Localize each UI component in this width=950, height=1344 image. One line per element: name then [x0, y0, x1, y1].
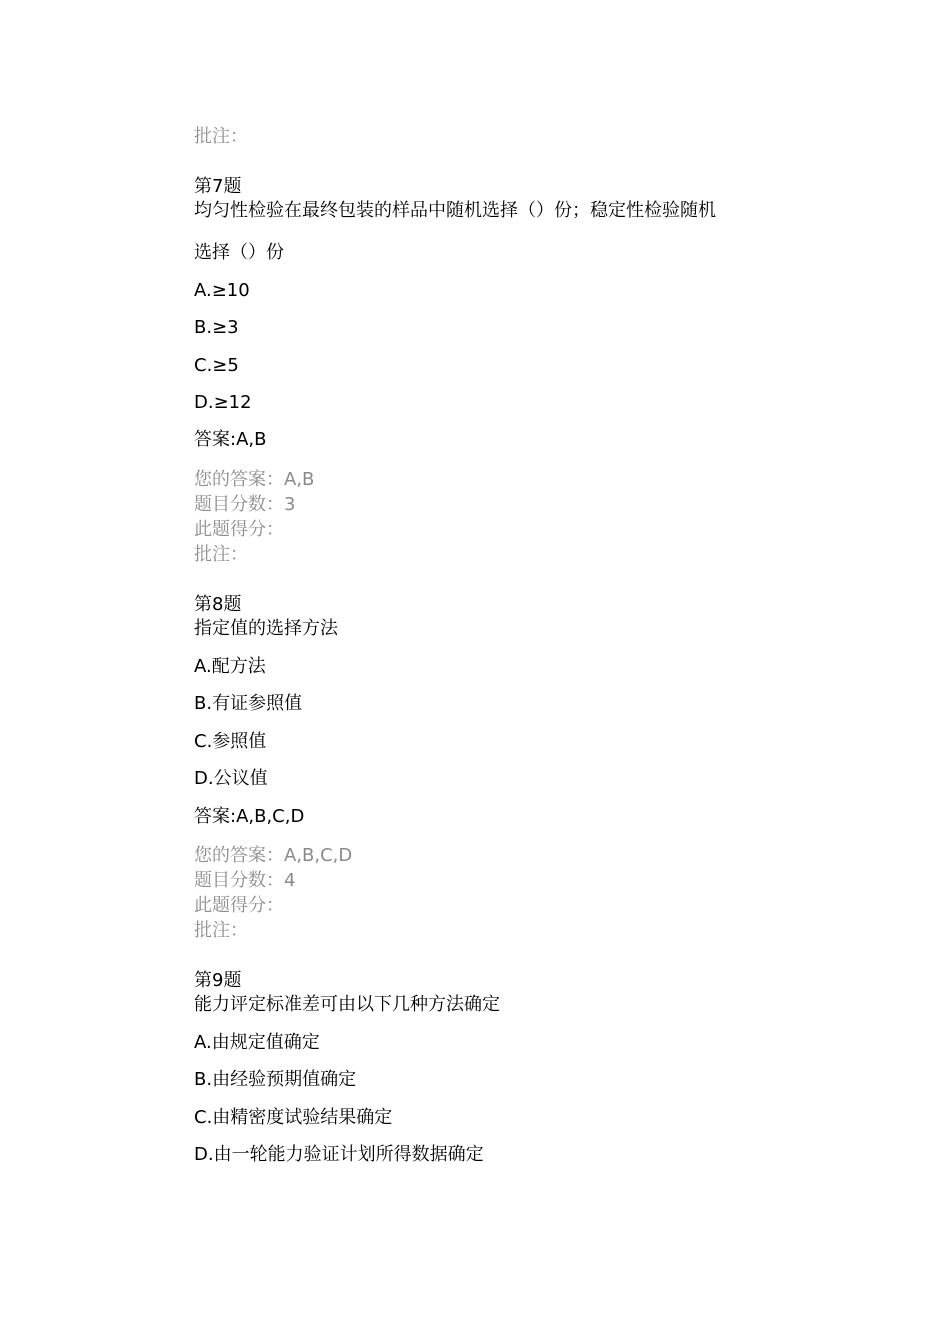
- question-8-earned: 此题得分：: [194, 895, 284, 916]
- question-7-answer: 答案:A,B: [194, 429, 267, 450]
- question-7-text-continued: 选择（）份: [194, 242, 284, 263]
- question-9-header: 第9题: [194, 970, 242, 991]
- question-9-option-d: D.由一轮能力验证计划所得数据确定: [194, 1144, 484, 1165]
- question-7-note: 批注：: [194, 544, 248, 565]
- question-7-your-answer: 您的答案：A,B: [194, 469, 315, 490]
- question-8-option-c: C.参照值: [194, 731, 267, 752]
- question-8-note: 批注：: [194, 920, 248, 941]
- question-8-score: 题目分数：4: [194, 870, 296, 891]
- note-label: 批注：: [194, 126, 248, 147]
- question-8-option-b: B.有证参照值: [194, 693, 303, 714]
- question-7-option-b: B.≥3: [194, 317, 239, 338]
- question-9-text: 能力评定标准差可由以下几种方法确定: [194, 994, 500, 1015]
- question-7-option-d: D.≥12: [194, 392, 252, 413]
- question-8-option-d: D.公议值: [194, 768, 268, 789]
- question-7-option-c: C.≥5: [194, 355, 239, 376]
- question-9-option-a: A.由规定值确定: [194, 1032, 320, 1053]
- question-7-header: 第7题: [194, 176, 242, 197]
- question-8-header: 第8题: [194, 594, 242, 615]
- question-7-score: 题目分数：3: [194, 494, 296, 515]
- question-8-your-answer: 您的答案：A,B,C,D: [194, 845, 353, 866]
- question-9-option-c: C.由精密度试验结果确定: [194, 1107, 393, 1128]
- question-7-earned: 此题得分：: [194, 519, 284, 540]
- question-8-text: 指定值的选择方法: [194, 618, 338, 639]
- question-8-answer: 答案:A,B,C,D: [194, 806, 305, 827]
- question-7-option-a: A.≥10: [194, 280, 250, 301]
- question-7-text: 均匀性检验在最终包装的样品中随机选择（）份；稳定性检验随机: [194, 200, 716, 221]
- question-9-option-b: B.由经验预期值确定: [194, 1069, 357, 1090]
- question-8-option-a: A.配方法: [194, 656, 266, 677]
